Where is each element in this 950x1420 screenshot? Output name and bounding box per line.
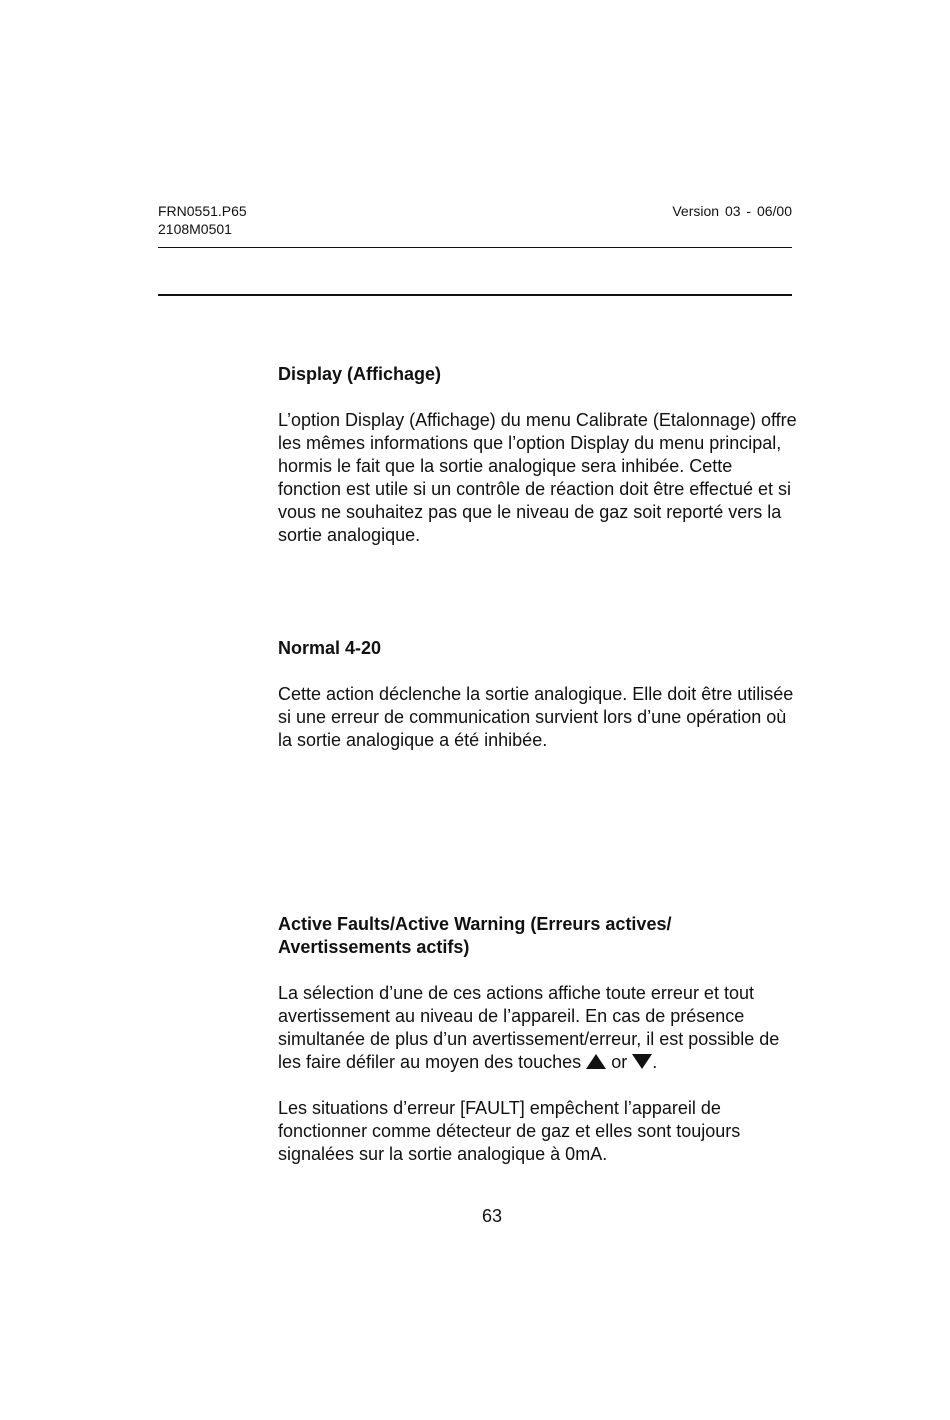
section-active-faults [278, 913, 798, 1166]
section-heading: Normal 4-20 [278, 638, 382, 658]
section-paragraph: Les situations d’erreur [FAULT] empêchent l’appareil de fonctionner comme détecteur de gaz et elles sont toujours signalées sur la sortie analogique à 0mA. [278, 1098, 741, 1164]
section-heading: Display (Affichage) [278, 364, 442, 384]
header-divider-thin [158, 247, 792, 248]
header-divider-thick [158, 294, 792, 296]
period-text: . [652, 1052, 658, 1072]
version-label: Version 03 - 06/00 [672, 203, 792, 219]
header-left [158, 202, 247, 238]
down-arrow-key-icon [632, 1054, 652, 1069]
page-number: 63 [481, 1206, 503, 1226]
up-arrow-key-icon [586, 1054, 606, 1069]
part-number: 2108M0501 [158, 221, 232, 237]
doc-code: FRN0551.P65 [158, 203, 247, 219]
paragraph-text: La sélection d’une de ces actions affiche toute erreur et tout avertissement au niveau de l’appareil. En cas de présence simultanée de plus d’un avertissement/erreur, il est possible de les faire défiler au moyen des touches [278, 983, 780, 1072]
section-paragraph [278, 982, 798, 1074]
section-display [278, 363, 798, 547]
or-text: or [611, 1052, 628, 1072]
section-normal-4-20 [278, 637, 798, 752]
section-heading: Active Faults/Active Warning (Erreurs actives/ Avertissements actifs) [278, 914, 672, 957]
section-paragraph: Cette action déclenche la sortie analogique. Elle doit être utilisée si une erreur de communication survient lors d’une opération où la sortie analogique a été inhibée. [278, 684, 794, 750]
section-paragraph: L’option Display (Affichage) du menu Calibrate (Etalonnage) offre les mêmes informations que l’option Display du menu principal, hormis le fait que la sortie analogique sera inhibée. Cette fonction est utile si un contrôle de réaction doit être effectué et si vous ne souhaitez pas que le niveau de gaz soit reporté vers la sortie analogique. [278, 410, 797, 545]
